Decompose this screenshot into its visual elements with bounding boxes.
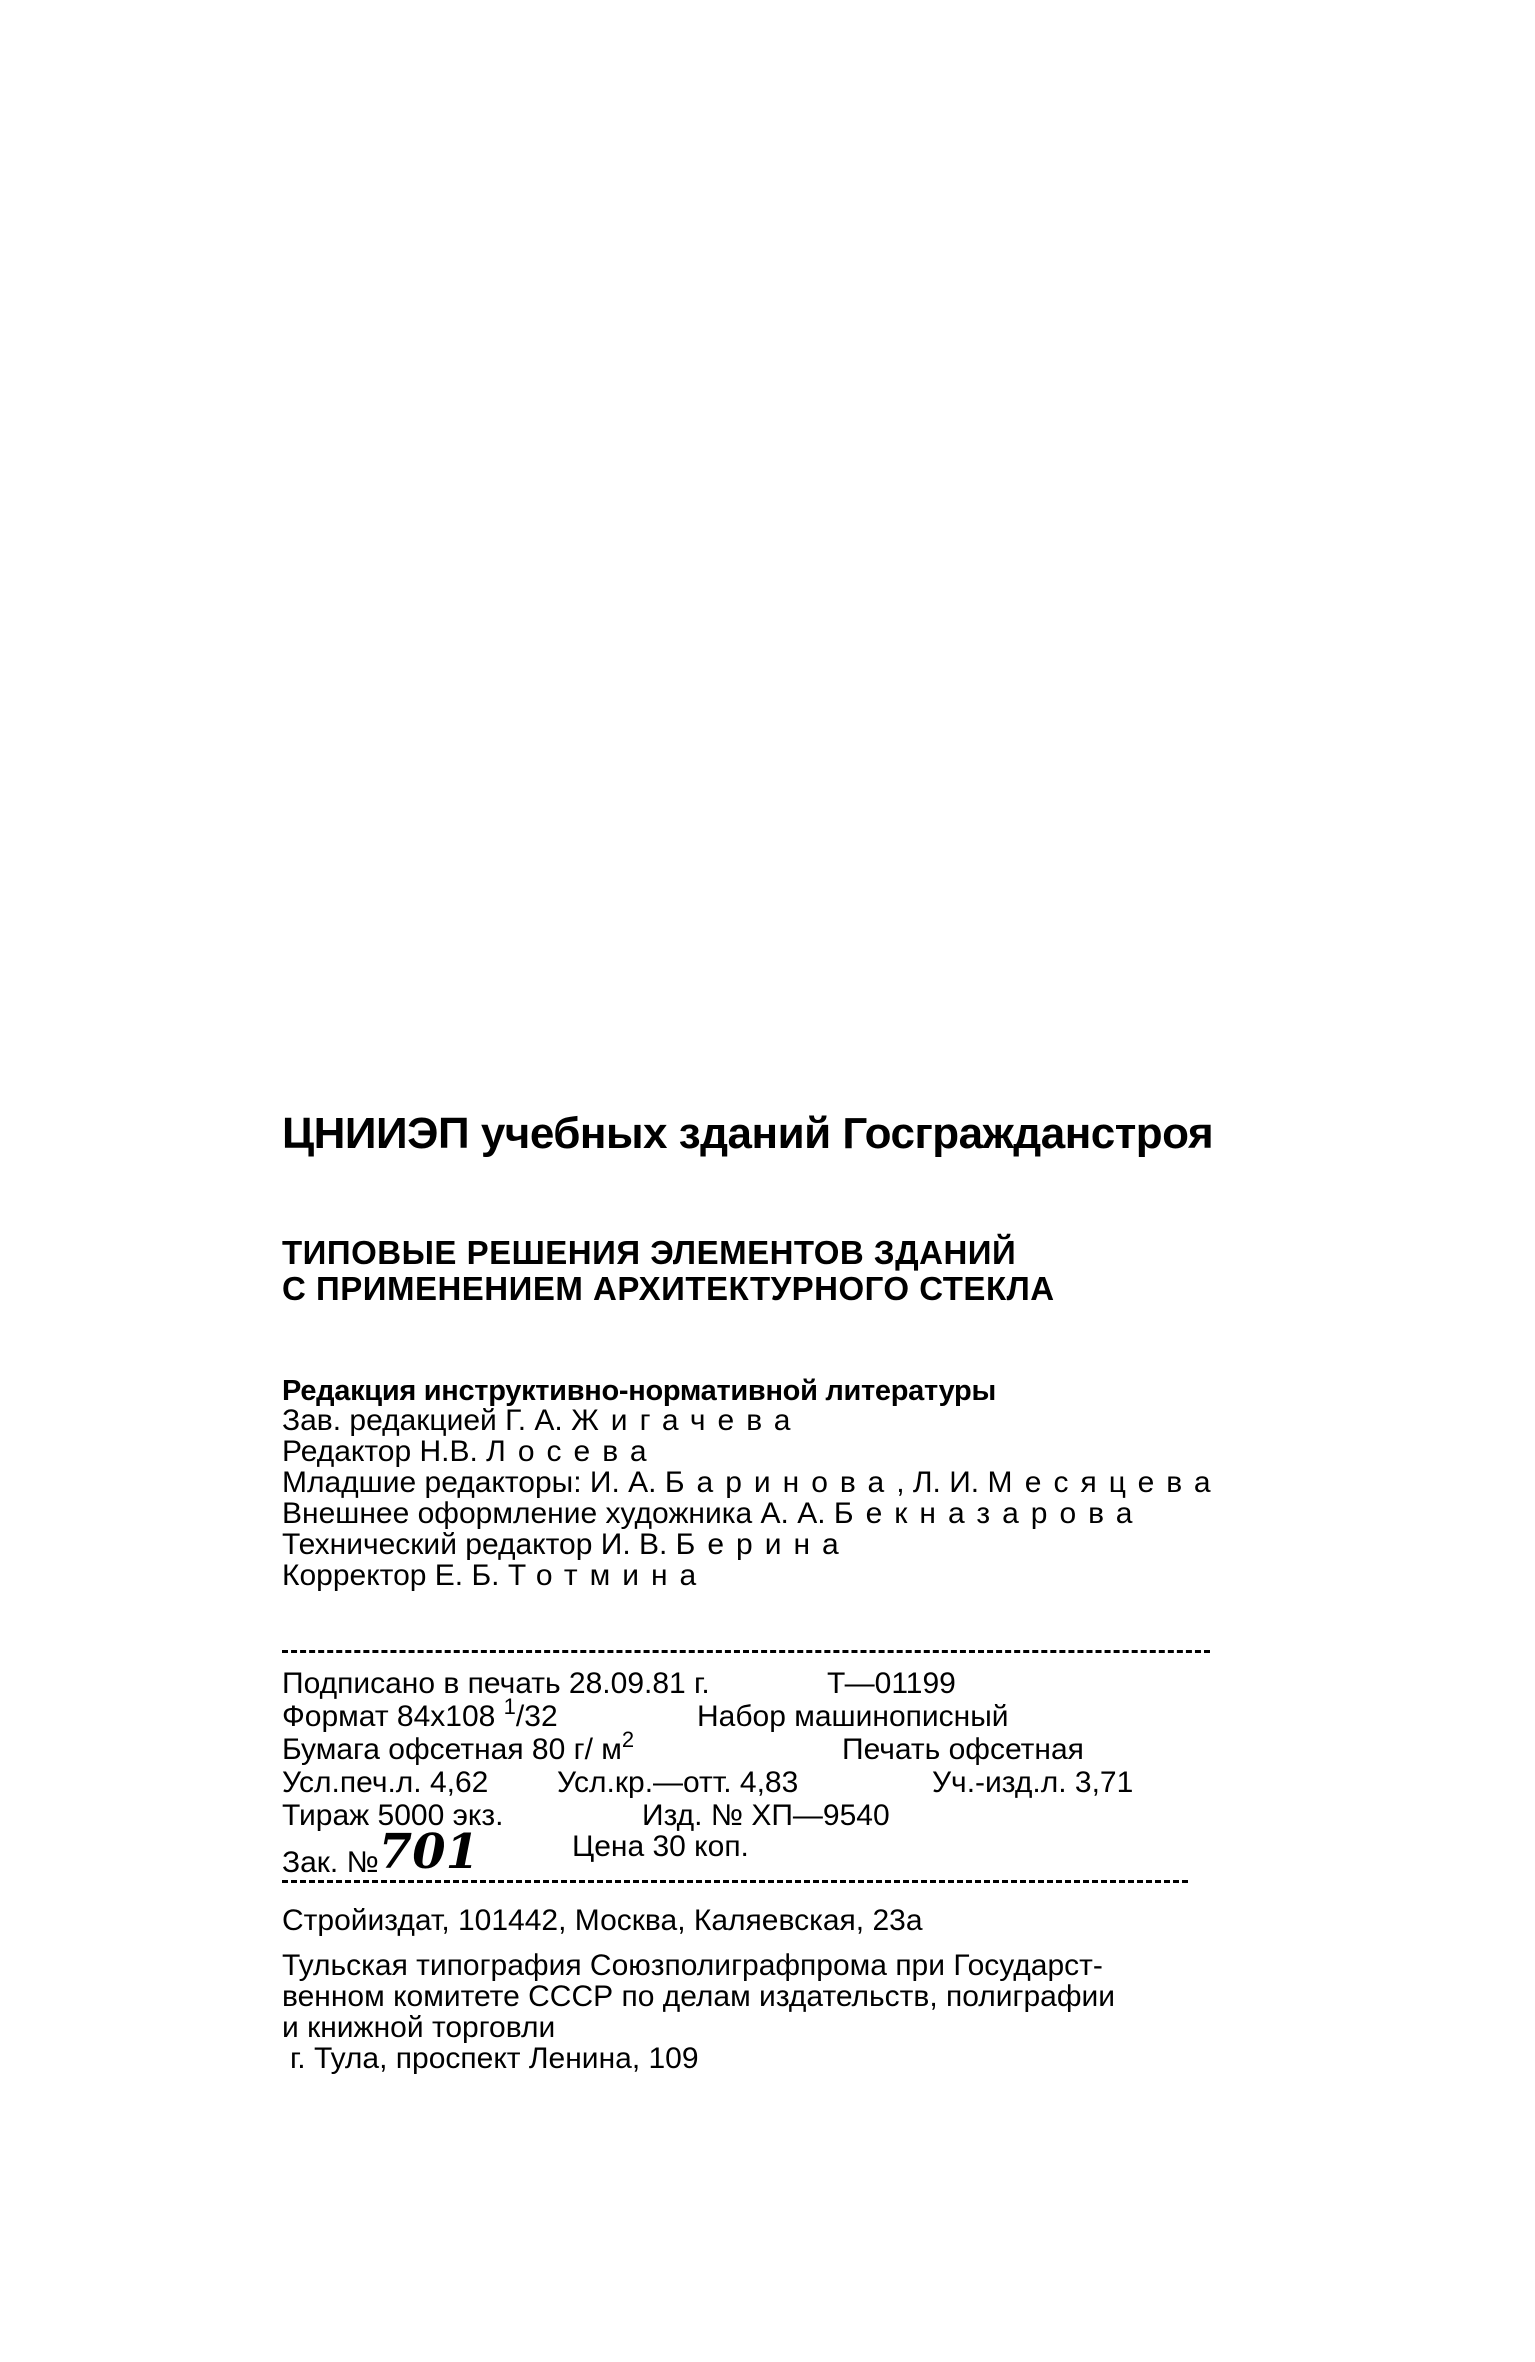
- imprint-typesetting: Набор машинописный: [697, 1700, 1009, 1733]
- printer-line-4: г. Тула, проспект Ленина, 109: [290, 2042, 699, 2075]
- credit-cover-design: [282, 1499, 1144, 1529]
- printer-line-2: венном комитете СССР по делам издательств, полиграфии: [282, 1980, 1116, 2013]
- credit-label: Корректор Е. Б.: [282, 1559, 500, 1592]
- credit-name: Тотмина: [507, 1559, 709, 1592]
- credit-editor: [282, 1437, 659, 1467]
- imprint-signed: Подписано в печать 28.09.81 г.: [282, 1667, 710, 1700]
- imprint-signed-line: [282, 1667, 956, 1700]
- imprint-sheets-line: [282, 1766, 1134, 1799]
- imprint-format-divisor: /32: [515, 1700, 558, 1733]
- imprint-printing: Печать офсетная: [842, 1733, 1084, 1766]
- publisher-address: Стройиздат, 101442, Москва, Каляевская, 23а: [282, 1904, 923, 1937]
- imprint-price: Цена 30 коп.: [572, 1830, 749, 1863]
- credit-proofreader: [282, 1561, 708, 1591]
- credit-name: Жигачева: [571, 1404, 803, 1437]
- credit-name: Лосева: [486, 1435, 659, 1468]
- dashed-divider-bottom: [282, 1880, 1188, 1883]
- department-name: Редакция инструктивно-нормативной литературы: [282, 1375, 996, 1407]
- imprint-code: Т—01199: [827, 1667, 956, 1700]
- printer-line-3: и книжной торговли: [282, 2011, 556, 2044]
- imprint-order-label: Зак. №: [282, 1846, 379, 1879]
- credit-name: Баринова: [664, 1466, 897, 1499]
- imprint-paper: Бумага офсетная 80 г/ м: [282, 1733, 622, 1766]
- imprint-order-number-handwritten: 701: [378, 1824, 479, 1880]
- imprint-paper-line: [282, 1727, 1084, 1766]
- credit-technical-editor: [282, 1530, 851, 1560]
- dashed-divider-top: [282, 1650, 1210, 1653]
- credit-name: Месяцева: [987, 1466, 1223, 1499]
- credit-label: Технический редактор И. В.: [282, 1528, 668, 1561]
- credit-label: Младшие редакторы: И. А.: [282, 1466, 657, 1499]
- imprint-tirazh: Тираж 5000 экз.: [282, 1799, 504, 1832]
- imprint-format: Формат 84x108: [282, 1700, 496, 1733]
- credit-label: Редактор Н.В.: [282, 1435, 478, 1468]
- imprint-usl-pech: Усл.печ.л. 4,62: [282, 1766, 489, 1799]
- imprint-format-line: [282, 1694, 1009, 1733]
- credit-separator: , Л. И.: [896, 1466, 980, 1499]
- credit-name: Берина: [675, 1528, 851, 1561]
- credit-junior-editors: [282, 1468, 1223, 1498]
- credit-label: Зав. редакцией Г. А.: [282, 1404, 563, 1437]
- imprint-format-fraction: 1: [503, 1694, 516, 1719]
- credit-head-editor: [282, 1406, 802, 1436]
- imprint-usl-kr: Усл.кр.—отт. 4,83: [557, 1766, 799, 1799]
- organization-heading: ЦНИИЭП учебных зданий Госгражданстроя: [282, 1109, 1214, 1158]
- book-title-line-1: ТИПОВЫЕ РЕШЕНИЯ ЭЛЕМЕНТОВ ЗДАНИЙ: [282, 1234, 1017, 1271]
- credit-name: Бекназарова: [833, 1497, 1145, 1530]
- printer-line-1: Тульская типография Союзполиграфпрома при Государст-: [282, 1949, 1103, 1982]
- book-title-line-2: С ПРИМЕНЕНИЕМ АРХИТЕКТУРНОГО СТЕКЛА: [282, 1270, 1055, 1307]
- imprint-izd-no: Изд. № ХП—9540: [642, 1799, 890, 1832]
- imprint-order-line: [282, 1824, 749, 1880]
- credit-label: Внешнее оформление художника А. А.: [282, 1497, 826, 1530]
- imprint-uch-izd: Уч.-изд.л. 3,71: [932, 1766, 1134, 1799]
- imprint-paper-sup: 2: [621, 1727, 635, 1752]
